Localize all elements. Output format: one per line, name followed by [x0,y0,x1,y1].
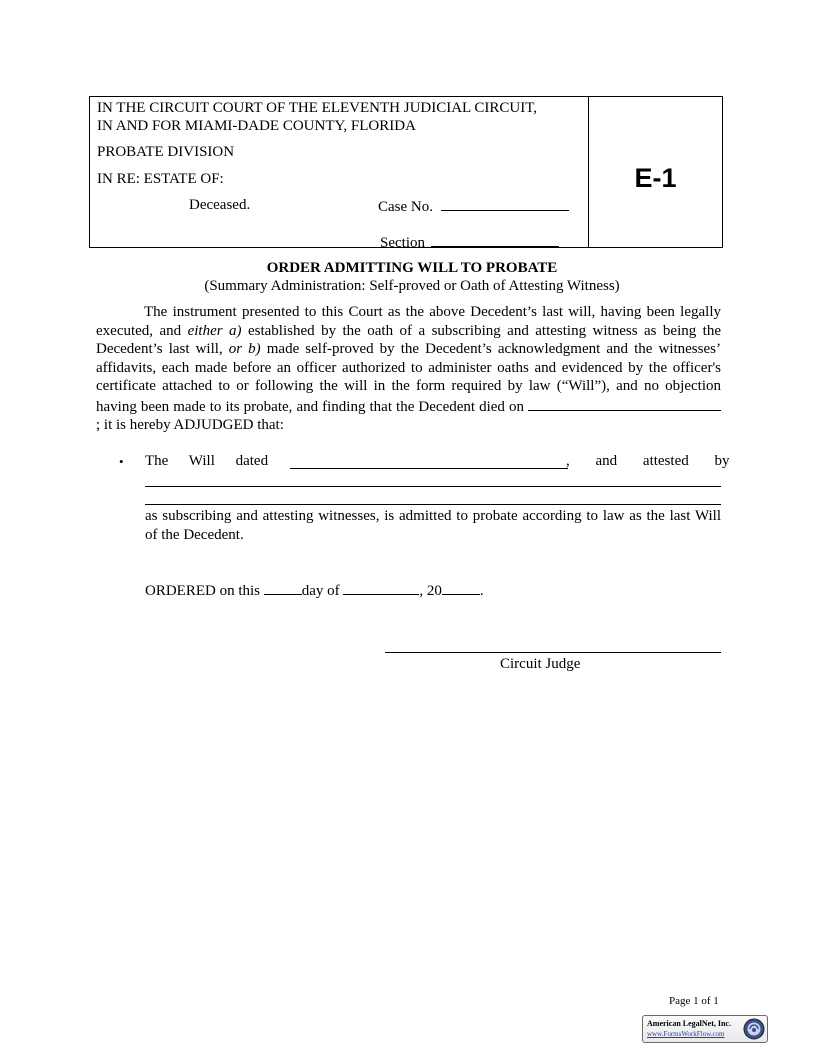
recital-text-d: ; it is hereby ADJUDGED that: [96,417,284,433]
year-prefix: , 20 [419,583,442,599]
form-code: E-1 [634,163,677,193]
recital-text-b: established by the oath of a subscribing and attesting witness as being the Decedent’s last will, [96,322,721,357]
logo-company: American LegalNet, Inc. [647,1019,731,1028]
section-label: Section [380,235,425,251]
globe-seal-icon [743,1018,765,1040]
day-blank [264,580,302,595]
witness-line-2 [145,504,721,505]
admission-text: as subscribing and attesting witnesses, is admitted to probate according to law as the last Will of the Decedent. [145,508,721,543]
recital-text-a: The instrument presented to this Court as the above Decedent’s last will, having been legally executed, and [96,304,721,339]
caption-box [89,96,723,251]
circuit-judge-label: Circuit Judge [500,656,581,672]
judge-signature-line [385,652,721,653]
publisher-logo[interactable] [642,1015,768,1043]
section-blank [431,232,559,247]
document-subtitle: (Summary Administration: Self-proved or Oath of Attesting Witness) [204,278,620,294]
deceased-label: Deceased. [189,197,251,213]
document-title: ORDER ADMITTING WILL TO PROBATE [266,260,558,276]
day-of-label: day of [301,583,340,599]
court-line-1: IN THE CIRCUIT COURT OF THE ELEVENTH JUDICIAL CIRCUIT, [97,100,538,116]
caption-left-cell [90,97,589,251]
witness-line-1 [145,486,721,487]
recital-or-b: or b) [228,341,261,357]
logo-website-link[interactable]: www.FormsWorkFlow.com [647,1030,725,1038]
year-blank [442,580,480,595]
caption-right-cell [589,97,722,247]
court-line-2: IN AND FOR MIAMI-DADE COUNTY, FLORIDA [97,118,416,134]
probate-division: PROBATE DIVISION [97,144,235,160]
ordered-on-label: ORDERED on this [145,583,261,599]
attested-by-label: , and attested by [566,453,730,469]
case-number-blank [441,196,569,211]
case-number-field [378,196,569,216]
recital-paragraph [96,303,721,435]
recital-text-c: made self-proved by the Decedent’s acknowledgment and the witnesses’ affidavits, each made before an officer authorized to administer oaths and evidenced by the officer's certificate attached to or following the will in the form required by law (“Will”), and no objection having been made to its probate, and finding that the Decedent died on [96,341,721,415]
ordered-line [145,580,484,600]
month-blank [343,580,419,595]
page-number: Page 1 of 1 [669,995,719,1007]
section-field [380,232,559,252]
death-date-blank [528,396,721,411]
will-date-blank [290,454,568,469]
ordered-period: . [479,583,484,599]
bullet-marker: • [119,454,124,469]
recital-either: either a) [187,322,242,339]
in-re-estate: IN RE: ESTATE OF: [97,171,224,187]
case-number-label: Case No. [378,199,433,215]
will-dated-label: The Will dated [145,453,269,469]
